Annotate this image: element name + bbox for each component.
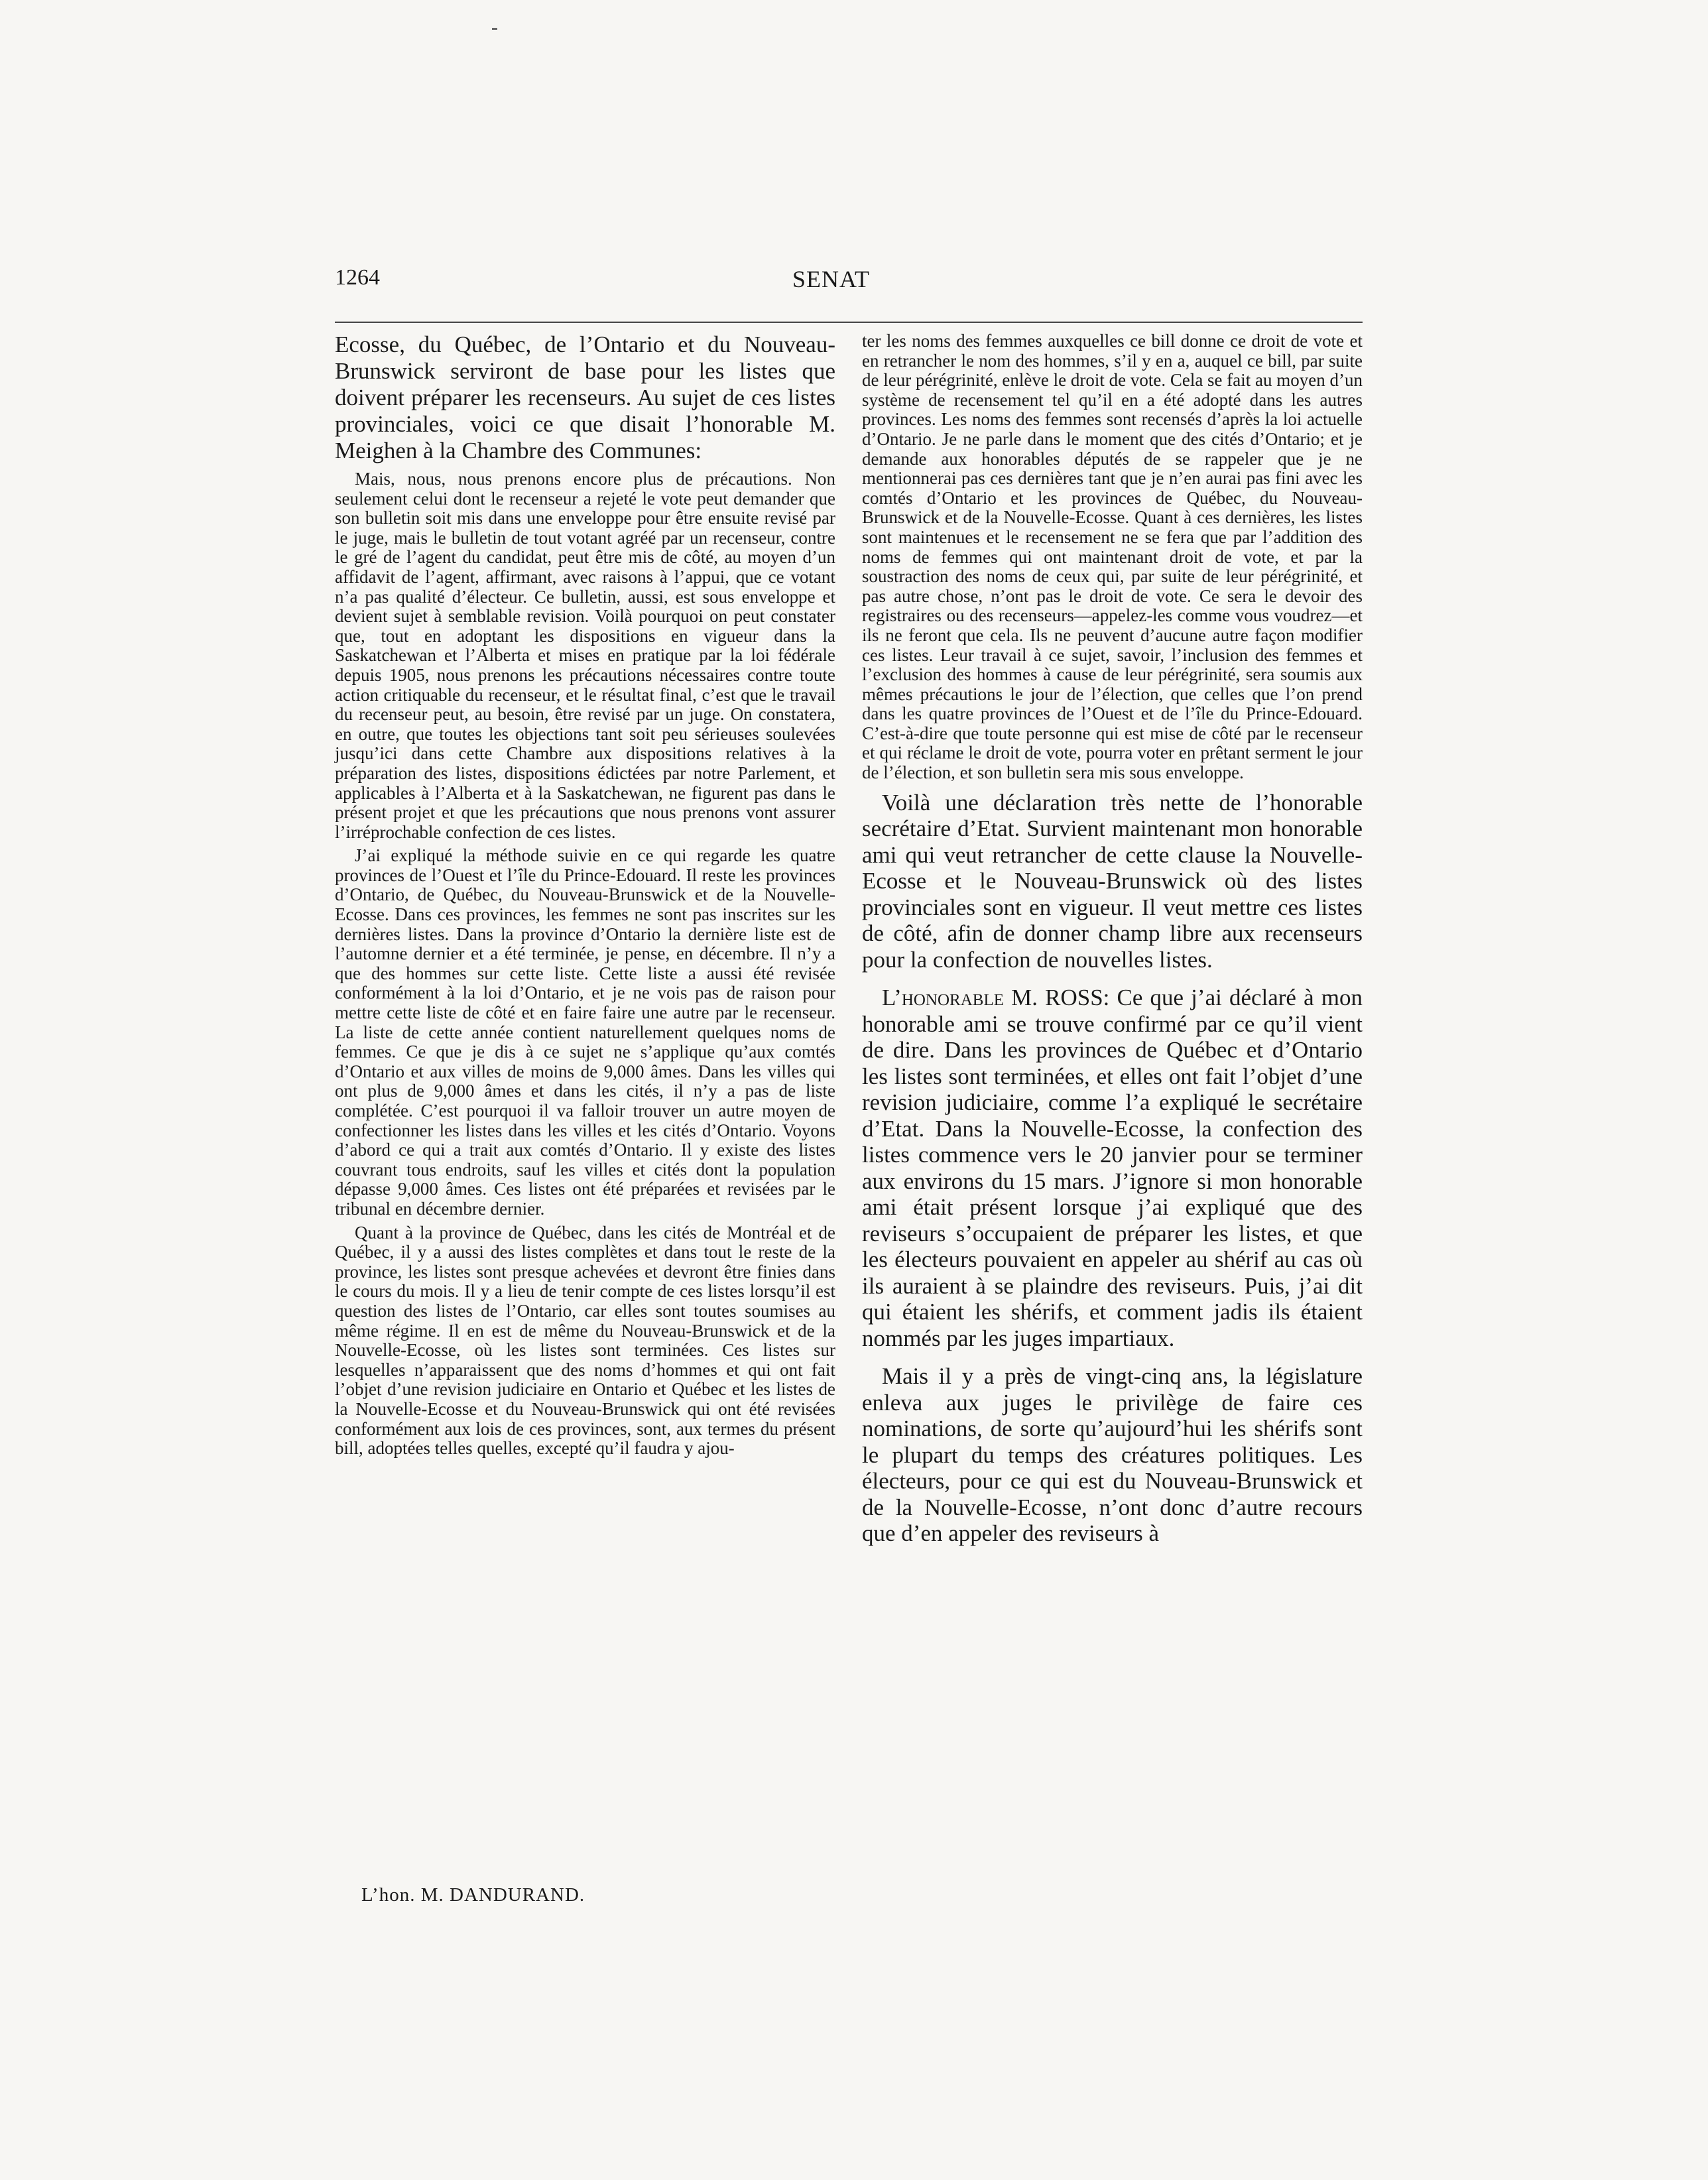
body-paragraph: Mais il y a près de vingt-cinq ans, la législature enleva aux juges le privilège de faire ces nominations, de sorte qu’aujourd’hui les shérifs sont le plupart du temps des créatures politiques. Les électeurs, pour ce qui est du Nouveau-Brunswick et de la Nouvelle-Ecosse, n’ont donc d’autre recours que d’en appeler des reviseurs à <box>862 1363 1363 1547</box>
running-head: SENAT <box>792 266 871 292</box>
speech-text: Ce que j’ai déclaré à mon honorable ami se trouve confirmé par ce qu’il vient de dire. Dans les provinces de Québec et d’Ontario les listes sont terminées, et elles ont fait l’objet d’une revision judiciaire, comme l’a expliqué le secrétaire d’Etat. Dans la Nouvelle-Ecosse, la confection des listes commence vers le 20 janvier pour se terminer aux environs du 15 mars. J’ignore si mon honorable ami était présent lorsque j’ai expliqué que des reviseurs s’occupaient de préparer les listes, et que les électeurs pouvaient en appeler au shérif au cas où ils auraient à se plaindre des reviseurs. Puis, j’ai dit qui étaient les shérifs, et comment jadis ils étaient nommés par les juges impartiaux. <box>862 985 1363 1351</box>
left-column <box>335 332 835 1459</box>
page-number: 1264 <box>335 265 380 290</box>
header-rule <box>335 322 1363 323</box>
quoted-paragraph: ter les noms des femmes auxquelles ce bill donne ce droit de vote et en retrancher le nom des hommes, s’il y en a, auquel ce bill, par suite de leur pérégrinité, enlève le droit de vote. Cela se fait au moyen d’un système de recensement tel qu’il en a été adopté dans les autres provinces. Les noms des femmes sont recensés d’après la loi actuelle d’Ontario. Je ne parle dans le moment que des cités d’Ontario; et je demande aux honorables députés de se rappeler que je ne mentionnerai pas ces dernières tant que je n’en aurai pas fini avec les comtés d’Ontario et les provinces de Québec, du Nouveau-Brunswick et de la Nouvelle-Ecosse. Quant à ces dernières, les listes sont maintenues et le recensement ne se fera que par l’addition des noms de femmes qui ont maintenant droit de vote, et par la soustraction des noms de ceux qui, par suite de leur pérégrinité, et pas autre chose, n’ont pas le droit de vote. Ce sera le devoir des registraires ou des recenseurs—appelez-les comme vous voudrez—et ils ne feront que cela. Ils ne peuvent d’aucune autre façon modifier ces listes. Leur travail à ce sujet, savoir, l’inclusion des femmes et l’exclusion des hommes à cause de leur pérégrinité, sera soumis aux mêmes précautions le jour de l’élection, que celles que l’on prend dans les quatre provinces de l’Ouest et de l’île du Prince-Edouard. C’est-à-dire que toute personne qui est mise de côté par le recenseur et qui réclame le droit de vote, pourra voter en prêtant serment le jour de l’élection, et son bulletin sera mis sous enveloppe. <box>862 331 1363 783</box>
body-paragraph: Voilà une déclaration très nette de l’honorable secrétaire d’Etat. Survient maintenant mon honorable ami qui veut retrancher de cette clause la Nouvelle-Ecosse et le Nouveau-Brunswick où des listes provinciales sont en vigueur. Il veut mettre ces listes de côté, afin de donner champ libre aux recenseurs pour la confection de nouvelles listes. <box>862 789 1363 973</box>
quoted-paragraph: J’ai expliqué la méthode suivie en ce qui regarde les quatre provinces de l’Ouest et l’île du Prince-Edouard. Il reste les provinces d’Ontario, de Québec, du Nouveau-Brunswick et de la Nouvelle-Ecosse. Dans ces provinces, les femmes ne sont pas inscrites sur les dernières listes. Dans la province d’Ontario la dernière liste est de l’automne dernier et a été terminée, je pense, en décembre. Il n’y a que des hommes sur cette liste. Cette liste a aussi été revisée conformément à la loi d’Ontario, et je ne vois pas de raison pour mettre cette liste de côté et en faire faire une autre par le recenseur. La liste de cette année contient naturellement quelques noms de femmes. Ce que je dis à ce sujet ne s’applique qu’aux comtés d’Ontario et aux villes de moins de 9,000 âmes. Dans les villes qui ont plus de 9,000 âmes et dans les cités, il n’y a pas de liste complétée. C’est pourquoi il va falloir trouver un autre moyen de confectionner les listes dans les villes et les cités d’Ontario. Voyons d’abord ce qui a trait aux comtés d’Ontario. Il y existe des listes couvrant tous endroits, sauf les villes et cités dont la population dépasse 9,000 âmes. Ces listes ont été préparées et revisées par le tribunal en décembre dernier. <box>335 845 835 1219</box>
page-header <box>335 265 1363 305</box>
column-footer-speaker: L’hon. M. DANDURAND. <box>361 1884 585 1906</box>
body-paragraph <box>862 985 1363 1351</box>
quoted-paragraph: Mais, nous, nous prenons encore plus de précautions. Non seulement celui dont le recenseur a rejeté le vote peut demander que son bulletin soit mis dans une enveloppe pour être ensuite revisé par le juge, mais le bulletin de tout votant agréé par un recenseur, contre le gré de l’agent du candidat, peut être mis de côté, au moyen d’un affidavit de l’agent, affirmant, avec raisons à l’appui, que ce votant n’a pas qualité d’électeur. Ce bulletin, aussi, est sous enveloppe et devient sujet à semblable revision. Voilà pourquoi on peut constater que, tout en adoptant les dispositions en vigueur dans la Saskatchewan et l’Alberta et mises en pratique par la loi fédérale depuis 1905, nous prenons les précautions nécessaires contre toute action critiquable du recenseur, et le résultat final, c’est que le travail du recenseur peut, au besoin, être revisé par un juge. On constatera, en outre, que toutes les objections tant soit peu sérieuses soulevées jusqu’ici dans cette Chambre aux dispositions relatives à la préparation des listes, dispositions édictées par notre Parlement, et applicables à l’Alberta et à la Saskatchewan, ne figurent pas dans le présent projet et que les précautions que nous prenons vont assurer l’irréprochable confection de ces listes. <box>335 469 835 842</box>
speaker-name: L’honorable M. ROSS: <box>882 985 1110 1011</box>
right-column <box>862 332 1363 1547</box>
stray-mark <box>492 28 497 30</box>
quoted-paragraph: Quant à la province de Québec, dans les cités de Montréal et de Québec, il y a aussi des listes complètes et dans tout le reste de la province, les listes sont presque achevées et devront être finies dans le cours du mois. Il y a lieu de tenir compte de ces listes lorsqu’il est question des listes de l’Ontario, car elles sont toutes soumises au même régime. Il en est de même du Nouveau-Brunswick et de la Nouvelle-Ecosse, où les listes sont terminées. Ces listes sur lesquelles n’apparaissent que des noms d’hommes et qui ont fait l’objet d’une revision judiciaire en Ontario et Québec et les listes de la Nouvelle-Ecosse et du Nouveau-Brunswick qui ont été revisées conformément aux lois de ces provinces, sont, aux termes du présent bill, adoptées telles quelles, excepté qu’il faudra y ajou- <box>335 1222 835 1459</box>
intro-paragraph: Ecosse, du Québec, de l’Ontario et du Nouveau-Brunswick serviront de base pour les listes que doivent préparer les recenseurs. Au sujet de ces listes provinciales, voici ce que disait l’honorable M. Meighen à la Chambre des Communes: <box>335 332 835 463</box>
